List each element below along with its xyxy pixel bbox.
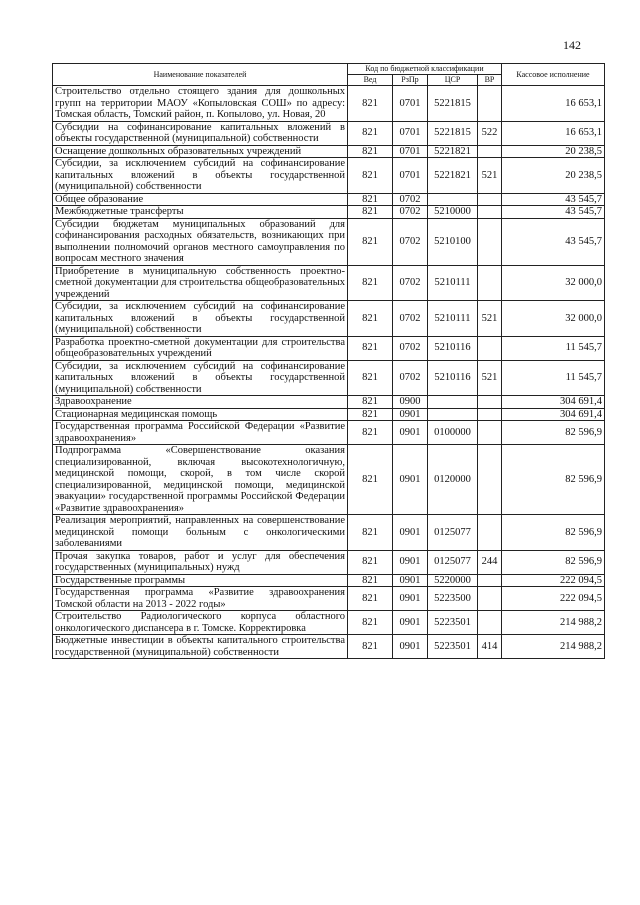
- table-row: [53, 336, 605, 360]
- cell-csr: 5220000: [428, 574, 478, 587]
- cell-amount: 82 596,9: [502, 515, 605, 551]
- page-number: 142: [563, 38, 581, 52]
- cell-vr: 521: [478, 301, 502, 337]
- cell-name: Субсидии, за исключением субсидий на софинансирование капитальных вложений в объекты государственной (муниципальной) собственности: [53, 301, 348, 337]
- cell-ved: 821: [348, 145, 393, 158]
- cell-rzpr: 0702: [393, 265, 428, 301]
- table-row: [53, 206, 605, 219]
- header-code-group: Код по бюджетной классификации: [348, 64, 502, 75]
- table-row: [53, 360, 605, 396]
- cell-amount: 222 094,5: [502, 587, 605, 611]
- table-row: [53, 396, 605, 409]
- cell-amount: 214 988,2: [502, 635, 605, 659]
- cell-ved: 821: [348, 445, 393, 515]
- cell-name: Государственная программа Российской Федерации «Развитие здравоохранения»: [53, 421, 348, 445]
- cell-csr: 5223500: [428, 587, 478, 611]
- table-row: [53, 86, 605, 122]
- cell-csr: [428, 193, 478, 206]
- cell-vr: [478, 265, 502, 301]
- cell-csr: 0125077: [428, 550, 478, 574]
- cell-name: Субсидии, за исключением субсидий на софинансирование капитальных вложений в объекты государственной (муниципальной) собственности: [53, 360, 348, 396]
- cell-name: Приобретение в муниципальную собственность проектно-сметной документации для строительства общеобразовательных учреждений: [53, 265, 348, 301]
- cell-vr: 521: [478, 360, 502, 396]
- cell-name: Субсидии, за исключением субсидий на софинансирование капитальных вложений в объекты государственной (муниципальной) собственности: [53, 158, 348, 194]
- cell-ved: 821: [348, 550, 393, 574]
- cell-vr: 521: [478, 158, 502, 194]
- cell-rzpr: 0901: [393, 611, 428, 635]
- cell-name: Строительство Радиологического корпуса областного онкологического диспансера в г. Томске. Корректировка: [53, 611, 348, 635]
- cell-amount: 16 653,1: [502, 86, 605, 122]
- cell-amount: 304 691,4: [502, 396, 605, 409]
- cell-rzpr: 0702: [393, 336, 428, 360]
- cell-amount: 43 545,7: [502, 218, 605, 265]
- cell-rzpr: 0702: [393, 218, 428, 265]
- cell-name: Стационарная медицинская помощь: [53, 408, 348, 421]
- table-row: [53, 121, 605, 145]
- cell-amount: 222 094,5: [502, 574, 605, 587]
- cell-rzpr: 0901: [393, 515, 428, 551]
- cell-vr: [478, 611, 502, 635]
- cell-ved: 821: [348, 515, 393, 551]
- header-rzpr: РзПр: [393, 75, 428, 86]
- cell-csr: 5210116: [428, 360, 478, 396]
- cell-vr: [478, 145, 502, 158]
- cell-ved: 821: [348, 635, 393, 659]
- cell-ved: 821: [348, 574, 393, 587]
- cell-amount: 20 238,5: [502, 145, 605, 158]
- table-row: [53, 421, 605, 445]
- table-row: [53, 145, 605, 158]
- cell-csr: 5221821: [428, 145, 478, 158]
- cell-vr: [478, 193, 502, 206]
- cell-vr: 522: [478, 121, 502, 145]
- table-row: [53, 515, 605, 551]
- cell-rzpr: 0702: [393, 206, 428, 219]
- cell-vr: [478, 218, 502, 265]
- cell-rzpr: 0900: [393, 396, 428, 409]
- cell-amount: 82 596,9: [502, 445, 605, 515]
- cell-name: Субсидии бюджетам муниципальных образований для софинансирования расходных обязательств, возникающих при выполнении полномочий органов местного самоуправления по вопросам местного значения: [53, 218, 348, 265]
- cell-ved: 821: [348, 218, 393, 265]
- cell-csr: 5210111: [428, 301, 478, 337]
- cell-ved: 821: [348, 121, 393, 145]
- cell-ved: 821: [348, 158, 393, 194]
- cell-amount: 43 545,7: [502, 193, 605, 206]
- table-row: [53, 574, 605, 587]
- cell-amount: 82 596,9: [502, 421, 605, 445]
- cell-csr: 5223501: [428, 635, 478, 659]
- cell-amount: 304 691,4: [502, 408, 605, 421]
- cell-vr: [478, 445, 502, 515]
- cell-name: Разработка проектно-сметной документации для строительства общеобразовательных учреждений: [53, 336, 348, 360]
- cell-vr: [478, 587, 502, 611]
- cell-ved: 821: [348, 396, 393, 409]
- cell-rzpr: 0701: [393, 158, 428, 194]
- header-vr: ВР: [478, 75, 502, 86]
- cell-ved: 821: [348, 587, 393, 611]
- cell-vr: [478, 396, 502, 409]
- table-row: [53, 550, 605, 574]
- cell-name: Бюджетные инвестиции в объекты капитального строительства государственной (муниципальной) собственности: [53, 635, 348, 659]
- cell-ved: 821: [348, 301, 393, 337]
- cell-rzpr: 0901: [393, 550, 428, 574]
- cell-csr: [428, 408, 478, 421]
- cell-amount: 32 000,0: [502, 265, 605, 301]
- table-row: [53, 218, 605, 265]
- cell-rzpr: 0701: [393, 145, 428, 158]
- header-amount: Кассовое исполнение: [502, 64, 605, 86]
- cell-amount: 11 545,7: [502, 360, 605, 396]
- cell-rzpr: 0901: [393, 421, 428, 445]
- cell-vr: 244: [478, 550, 502, 574]
- cell-csr: 0100000: [428, 421, 478, 445]
- table-row: [53, 193, 605, 206]
- budget-table: [52, 63, 605, 659]
- cell-amount: 11 545,7: [502, 336, 605, 360]
- cell-csr: 5210116: [428, 336, 478, 360]
- cell-ved: 821: [348, 86, 393, 122]
- cell-name: Оснащение дошкольных образовательных учреждений: [53, 145, 348, 158]
- table-row: [53, 265, 605, 301]
- cell-amount: 20 238,5: [502, 158, 605, 194]
- cell-vr: [478, 86, 502, 122]
- cell-csr: 5210100: [428, 218, 478, 265]
- cell-csr: 5210111: [428, 265, 478, 301]
- cell-csr: 5221815: [428, 86, 478, 122]
- cell-name: Здравоохранение: [53, 396, 348, 409]
- cell-csr: 5221815: [428, 121, 478, 145]
- cell-csr: 5221821: [428, 158, 478, 194]
- cell-rzpr: 0701: [393, 86, 428, 122]
- table-row: [53, 587, 605, 611]
- header-ved: Вед: [348, 75, 393, 86]
- cell-ved: 821: [348, 265, 393, 301]
- table-row: [53, 158, 605, 194]
- cell-csr: 0125077: [428, 515, 478, 551]
- cell-vr: [478, 515, 502, 551]
- cell-ved: 821: [348, 206, 393, 219]
- cell-vr: 414: [478, 635, 502, 659]
- cell-rzpr: 0702: [393, 360, 428, 396]
- cell-rzpr: 0901: [393, 635, 428, 659]
- cell-ved: 821: [348, 336, 393, 360]
- header-csr: ЦСР: [428, 75, 478, 86]
- header-name: Наименование показателей: [53, 64, 348, 86]
- cell-vr: [478, 336, 502, 360]
- cell-name: Строительство отдельно стоящего здания для дошкольных групп на территории МАОУ «Копыловская СОШ» по адресу: Томская область, Томский район, п. Копылово, ул. Новая, 20: [53, 86, 348, 122]
- cell-vr: [478, 408, 502, 421]
- cell-name: Субсидии на софинансирование капитальных вложений в объекты государственной (муниципальной) собственности: [53, 121, 348, 145]
- cell-name: Государственная программа «Развитие здравоохранения Томской области на 2013 - 2022 годы»: [53, 587, 348, 611]
- cell-amount: 43 545,7: [502, 206, 605, 219]
- cell-rzpr: 0901: [393, 445, 428, 515]
- table-row: [53, 301, 605, 337]
- cell-ved: 821: [348, 408, 393, 421]
- cell-vr: [478, 206, 502, 219]
- cell-rzpr: 0701: [393, 121, 428, 145]
- cell-ved: 821: [348, 193, 393, 206]
- table-row: [53, 445, 605, 515]
- cell-csr: 0120000: [428, 445, 478, 515]
- cell-name: Реализация мероприятий, направленных на совершенствование медицинской помощи больным с онкологическими заболеваниями: [53, 515, 348, 551]
- cell-amount: 16 653,1: [502, 121, 605, 145]
- cell-vr: [478, 574, 502, 587]
- cell-vr: [478, 421, 502, 445]
- cell-name: Межбюджетные трансферты: [53, 206, 348, 219]
- cell-csr: 5210000: [428, 206, 478, 219]
- table-row: [53, 635, 605, 659]
- cell-rzpr: 0901: [393, 408, 428, 421]
- cell-rzpr: 0702: [393, 301, 428, 337]
- cell-csr: 5223501: [428, 611, 478, 635]
- table-row: [53, 408, 605, 421]
- cell-rzpr: 0901: [393, 574, 428, 587]
- cell-name: Общее образование: [53, 193, 348, 206]
- cell-name: Государственные программы: [53, 574, 348, 587]
- cell-rzpr: 0901: [393, 587, 428, 611]
- cell-ved: 821: [348, 611, 393, 635]
- cell-rzpr: 0702: [393, 193, 428, 206]
- cell-name: Подпрограмма «Совершенствование оказания специализированной, включая высокотехнологичную, медицинской помощи, скорой, в том числе скорой специализированной, медицинской помощи, медицинской эвакуации» государственной программы Российской Федерации «Развитие здравоохранения»: [53, 445, 348, 515]
- cell-amount: 82 596,9: [502, 550, 605, 574]
- cell-name: Прочая закупка товаров, работ и услуг для обеспечения государственных (муниципальных) нужд: [53, 550, 348, 574]
- table-row: [53, 611, 605, 635]
- cell-ved: 821: [348, 360, 393, 396]
- cell-ved: 821: [348, 421, 393, 445]
- cell-amount: 32 000,0: [502, 301, 605, 337]
- cell-csr: [428, 396, 478, 409]
- cell-amount: 214 988,2: [502, 611, 605, 635]
